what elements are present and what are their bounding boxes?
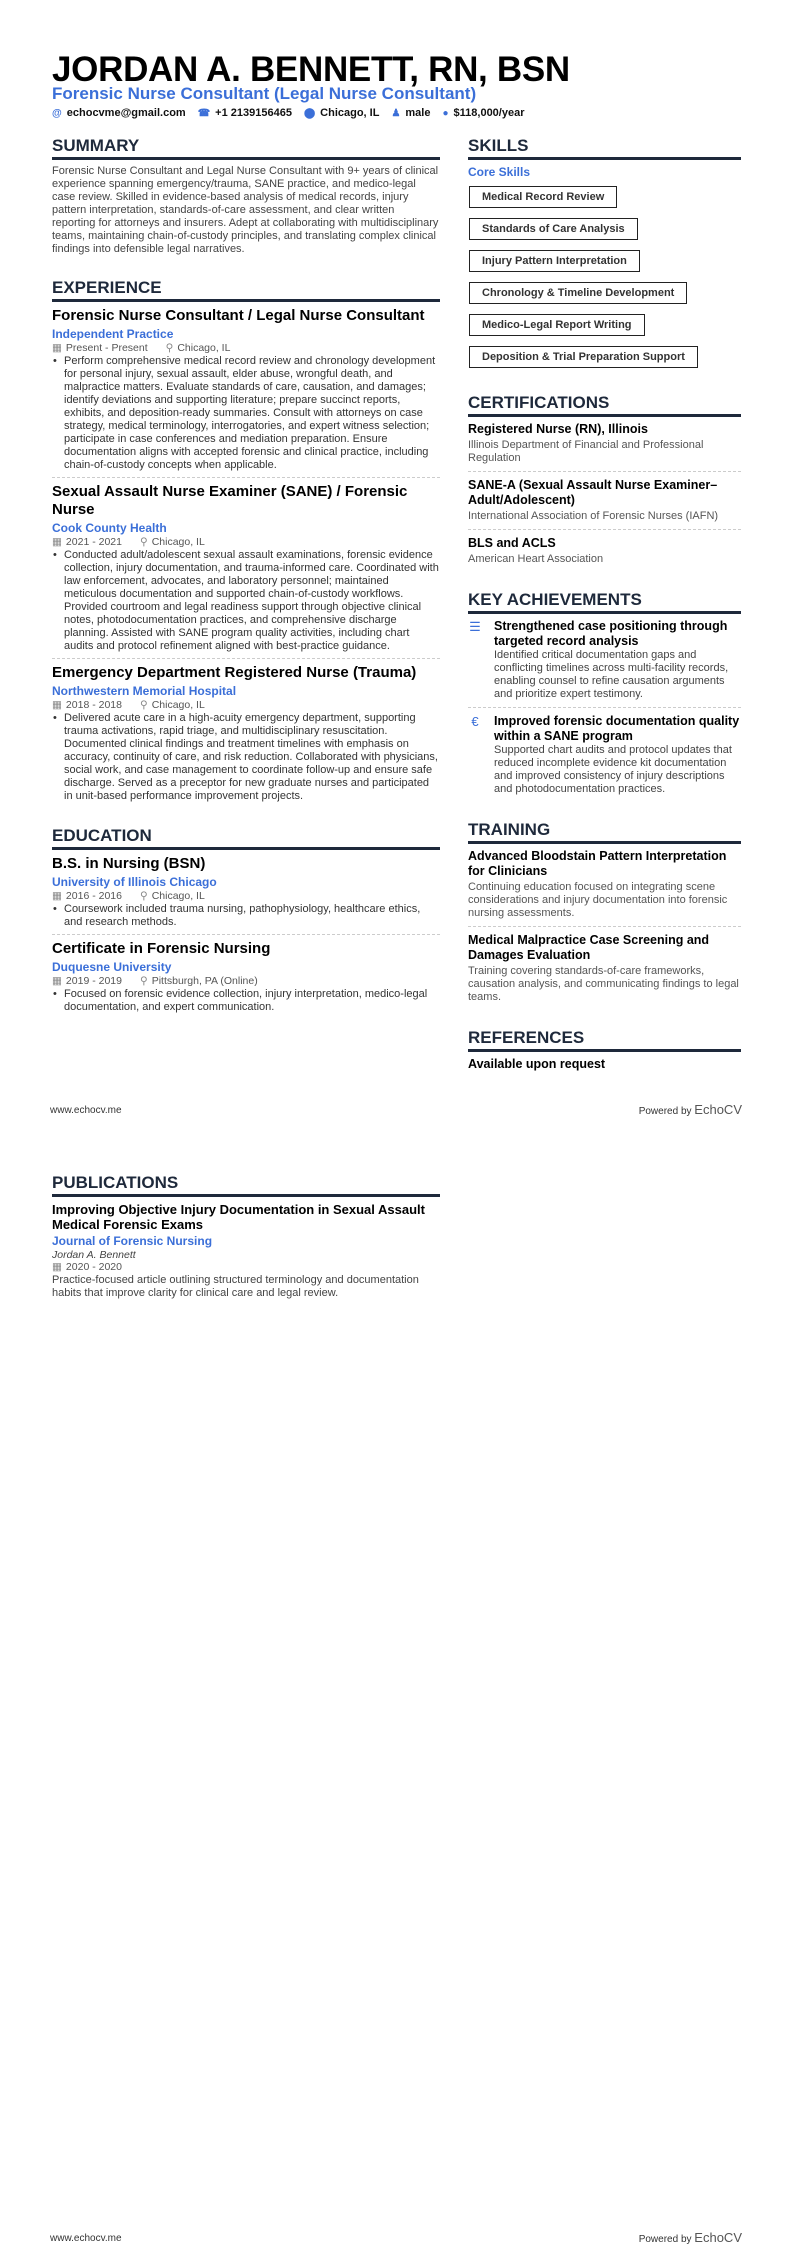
- achievement-title: Strengthened case positioning through targeted record analysis: [494, 619, 728, 648]
- location: Chicago, IL: [177, 342, 231, 354]
- cert-issuer: International Association of Forensic Nurses (IAFN): [468, 510, 719, 522]
- education-section: [52, 826, 440, 1019]
- company: Northwestern Memorial Hospital: [52, 684, 237, 698]
- skill-chip: Chronology & Timeline Development: [469, 282, 687, 304]
- location: Chicago, IL: [151, 890, 205, 902]
- training-text: Continuing education focused on integrating scene considerations and injury documentation into forensic nursing assessments.: [468, 881, 728, 919]
- company: Cook County Health: [52, 521, 167, 535]
- bullet: • Perform comprehensive medical record review and chronology development for personal injury, sexual assault, elder abuse, wrongful death, and malpractice matters. Evaluate standards of care, causation, and damages; identify deviations and supporting literature; prepare succinct reports, exhibits, and deposition-ready summaries. Consult with attorneys on case strategy, medical terminology, interrogatories, and expert witness selection; participate in case conferences and mediation preparation. Ensure documentation aligns with accepted forensic and clinical practice, including chain-of-custody concepts when applicable.: [52, 355, 440, 472]
- phone[interactable]: +1 2139156465: [215, 107, 292, 119]
- dates: 2016 - 2016: [65, 890, 122, 902]
- section-heading: EXPERIENCE: [52, 278, 440, 302]
- candidate-title: Forensic Nurse Consultant (Legal Nurse Consultant): [52, 84, 477, 103]
- salary: $118,000/year: [453, 107, 525, 119]
- brand-logo[interactable]: EchoCV: [694, 1102, 742, 1117]
- section-heading: SKILLS: [468, 136, 741, 160]
- calendar-icon: ▦: [52, 890, 62, 902]
- salary-icon: ●: [442, 107, 449, 119]
- section-heading: PUBLICATIONS: [52, 1173, 440, 1197]
- company: Independent Practice: [52, 327, 174, 341]
- calendar-icon: ▦: [52, 699, 62, 711]
- skill-chip: Medical Record Review: [469, 186, 617, 208]
- cert-name: Registered Nurse (RN), Illinois: [468, 422, 648, 436]
- footer-powered: [639, 1102, 742, 1117]
- calendar-icon: ▦: [52, 536, 62, 548]
- section-heading: KEY ACHIEVEMENTS: [468, 590, 741, 614]
- training-item: [468, 933, 741, 1010]
- dates: 2021 - 2021: [65, 536, 122, 548]
- calendar-icon: ▦: [52, 342, 62, 354]
- certifications-section: [468, 393, 741, 572]
- experience-section: [52, 278, 440, 808]
- publication-item: [52, 1202, 440, 1300]
- section-heading: CERTIFICATIONS: [468, 393, 741, 417]
- location-icon: ⚲: [165, 342, 174, 354]
- calendar-icon: ▦: [52, 975, 62, 987]
- footer-website[interactable]: www.echocv.me: [50, 1105, 122, 1116]
- right-column: [468, 136, 741, 1090]
- location: Chicago, IL: [151, 536, 205, 548]
- author: Jordan A. Bennett: [52, 1249, 136, 1261]
- calendar-icon: ▦: [52, 1261, 62, 1273]
- publication-text: Practice-focused article outlining structured terminology and documentation habits that improve clarity for clinical care and legal review.: [52, 1274, 419, 1299]
- training-text: Training covering standards-of-care frameworks, causation analysis, and communicating findings to legal teams.: [468, 965, 739, 1003]
- experience-item: [52, 483, 440, 659]
- cert-issuer: American Heart Association: [468, 553, 604, 565]
- job-title: Forensic Nurse Consultant / Legal Nurse Consultant: [52, 307, 425, 324]
- certification-item: [468, 422, 741, 472]
- section-heading: REFERENCES: [468, 1028, 741, 1052]
- dates: 2020 - 2020: [65, 1261, 122, 1273]
- cert-issuer: Illinois Department of Financial and Professional Regulation: [468, 439, 704, 464]
- job-title: Sexual Assault Nurse Examiner (SANE) / Forensic Nurse: [52, 483, 408, 518]
- section-heading: EDUCATION: [52, 826, 440, 850]
- journal: Journal of Forensic Nursing: [52, 1234, 213, 1248]
- experience-item: [52, 664, 440, 808]
- education-item: [52, 855, 440, 935]
- section-heading: SUMMARY: [52, 136, 440, 160]
- dates: Present - Present: [65, 342, 148, 354]
- training-title: Medical Malpractice Case Screening and Damages Evaluation: [468, 933, 710, 962]
- achievement-text: Identified critical documentation gaps and conflicting timelines across multi-facility records, enabling counsel to refine causation arguments and prioritize expert testimony.: [494, 649, 729, 700]
- brand-logo[interactable]: EchoCV: [694, 2230, 742, 2245]
- location-icon: ⚲: [139, 975, 148, 987]
- skill-chip: Deposition & Trial Preparation Support: [469, 346, 698, 368]
- degree: Certificate in Forensic Nursing: [52, 940, 271, 957]
- location-icon: ⬤: [303, 107, 316, 119]
- footer-powered: [639, 2230, 742, 2245]
- achievement-item: [468, 714, 741, 802]
- page-2: [0, 1123, 794, 2246]
- left-column: [52, 136, 440, 1037]
- summary-text: Forensic Nurse Consultant and Legal Nurse Consultant with 9+ years of clinical experience spanning emergency/trauma, SANE practice, and medico-legal case review. Skilled in evidence-based analysis of medical records, injury pattern interpretation, standards-of-care assessment, and clear written reporting for attorneys and insurers. Adept at collaborating with multidisciplinary teams, maintaining chain-of-custody principles, and translating complex clinical findings into defensible legal narratives.: [52, 165, 439, 255]
- person-icon: ♟: [391, 107, 401, 119]
- training-section: [468, 820, 741, 1010]
- dates: 2018 - 2018: [65, 699, 122, 711]
- publication-title: Improving Objective Injury Documentation in Sexual Assault Medical Forensic Exams: [52, 1202, 425, 1232]
- skill-group: Core Skills: [468, 165, 531, 179]
- gender: male: [405, 107, 431, 119]
- school: University of Illinois Chicago: [52, 875, 217, 889]
- publications-section: [52, 1173, 440, 1300]
- bullet: • Focused on forensic evidence collection, injury interpretation, medico-legal documentation, and expert communication.: [52, 988, 440, 1014]
- location-icon: ⚲: [139, 890, 148, 902]
- location-icon: ⚲: [139, 536, 148, 548]
- powered-by-label: Powered by: [638, 2234, 692, 2245]
- achievement-item: [468, 619, 741, 708]
- document-euro-icon: €: [471, 714, 479, 729]
- skills-section: [468, 136, 741, 375]
- bullet: • Conducted adult/adolescent sexual assault examinations, forensic evidence collection, injury documentation, and trauma-informed care. Coordinated with law enforcement, advocates, and laboratory personnel; maintained meticulous documentation and supported chain-of-custody workflows. Provided courtroom and legal readiness support through objective clinical notes, photodocumentation practices, and comprehensive discharge planning. Assisted with SANE program quality activities, including chart audits and protocol refinement aligned with best-practice guidance.: [52, 549, 440, 653]
- dates: 2019 - 2019: [65, 975, 122, 987]
- training-title: Advanced Bloodstain Pattern Interpretation for Clinicians: [468, 849, 727, 878]
- email-icon: @: [52, 107, 62, 119]
- left-column: [52, 1173, 440, 1318]
- references-section: [468, 1028, 741, 1072]
- location-icon: ⚲: [139, 699, 148, 711]
- certification-item: [468, 536, 741, 572]
- powered-by-label: Powered by: [638, 1106, 692, 1117]
- candidate-name: JORDAN A. BENNETT, RN, BSN: [52, 50, 570, 89]
- skill-chip: Injury Pattern Interpretation: [469, 250, 640, 272]
- cake-icon: ☰: [469, 619, 481, 634]
- achievements-section: [468, 590, 741, 802]
- cert-name: BLS and ACLS: [468, 536, 556, 550]
- footer-website[interactable]: www.echocv.me: [50, 2233, 122, 2244]
- email[interactable]: echocvme@gmail.com: [66, 107, 186, 119]
- references-text: Available upon request: [468, 1057, 606, 1071]
- training-item: [468, 849, 741, 927]
- bullet: • Coursework included trauma nursing, pathophysiology, healthcare ethics, and research methods.: [52, 903, 440, 929]
- summary-section: [52, 136, 440, 256]
- contact-row: [52, 107, 525, 119]
- experience-item: [52, 307, 440, 478]
- achievement-title: Improved forensic documentation quality within a SANE program: [494, 714, 740, 743]
- location: Pittsburgh, PA (Online): [151, 975, 258, 987]
- achievement-text: Supported chart audits and protocol updates that reduced incomplete evidence kit documentation and improved consistency of injury descriptions and photodocumentation practices.: [494, 744, 732, 795]
- skill-chip: Standards of Care Analysis: [469, 218, 638, 240]
- education-item: [52, 940, 440, 1019]
- school: Duquesne University: [52, 960, 172, 974]
- phone-icon: ☎: [197, 107, 211, 119]
- cert-name: SANE-A (Sexual Assault Nurse Examiner–Adult/Adolescent): [468, 478, 718, 507]
- section-heading: TRAINING: [468, 820, 741, 844]
- bullet: • Delivered acute care in a high-acuity emergency department, supporting trauma activations, rapid triage, and multidisciplinary resuscitation. Documented clinical findings and treatment timelines with emphasis on accuracy, continuity of care, and risk reduction. Collaborated with physicians, social work, and case management to coordinate follow-up and ensure safe discharge. Served as a preceptor for new graduate nurses and participated in unit-based performance improvement projects.: [52, 712, 440, 803]
- degree: B.S. in Nursing (BSN): [52, 855, 206, 872]
- location: Chicago, IL: [151, 699, 205, 711]
- location: Chicago, IL: [320, 107, 380, 119]
- skill-chip: Medico-Legal Report Writing: [469, 314, 645, 336]
- certification-item: [468, 478, 741, 530]
- job-title: Emergency Department Registered Nurse (Trauma): [52, 664, 417, 681]
